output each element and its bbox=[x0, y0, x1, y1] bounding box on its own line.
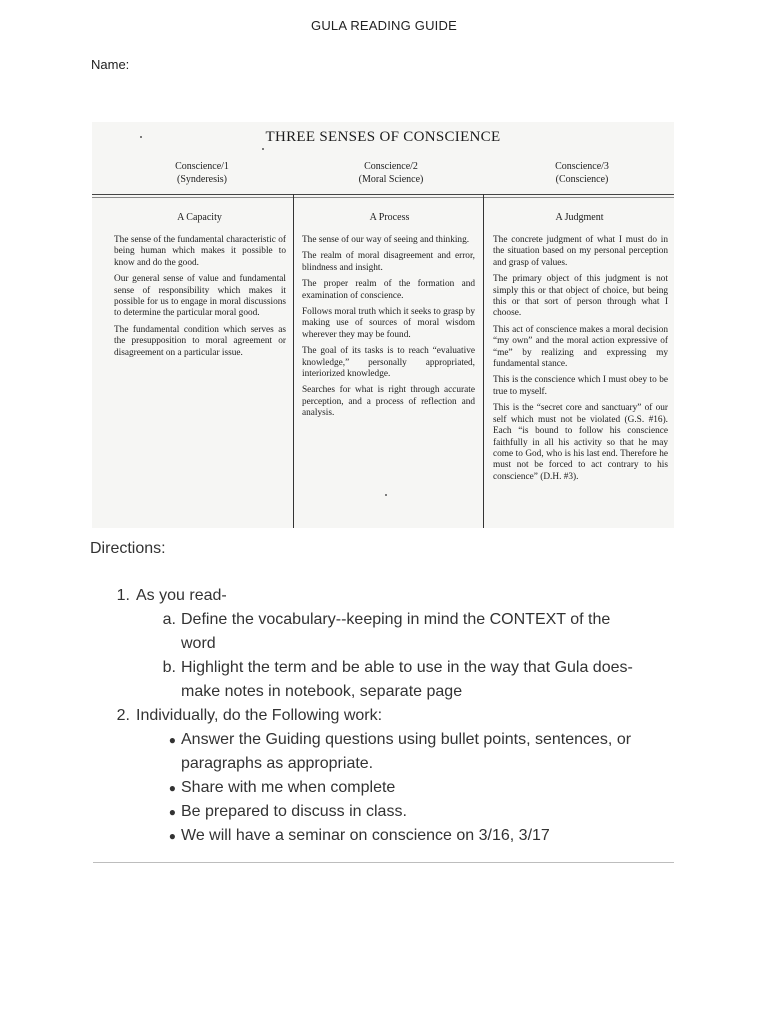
conscience-table-image bbox=[92, 122, 674, 528]
scan-speck bbox=[385, 494, 387, 496]
bullet-icon: ● bbox=[168, 829, 176, 843]
column-body-3 bbox=[493, 235, 668, 488]
page-title: GULA READING GUIDE bbox=[311, 18, 457, 33]
column-2-paragraph: The realm of moral disagreement and error, blindness and insight. bbox=[302, 251, 475, 273]
list-letter: a. bbox=[162, 611, 176, 628]
list-item-text: paragraphs as appropriate. bbox=[181, 755, 374, 772]
header-divider bbox=[92, 194, 674, 195]
list-item-text: make notes in notebook, separate page bbox=[181, 683, 463, 700]
list-item-text: word bbox=[181, 635, 216, 652]
column-body-1 bbox=[114, 235, 286, 364]
name-label: Name: bbox=[91, 57, 130, 72]
column-3-paragraph: This is the conscience which I must obey to be true to myself. bbox=[493, 375, 668, 397]
bullet-icon: ● bbox=[168, 733, 176, 747]
horizontal-rule bbox=[93, 862, 674, 863]
column-3-paragraph: The concrete judgment of what I must do in the situation based on my personal perception and grasp of values. bbox=[493, 235, 668, 268]
header-divider-2 bbox=[92, 197, 674, 198]
list-letter: b. bbox=[162, 659, 176, 676]
column-header-2: Conscience/2 (Moral Science) bbox=[358, 161, 424, 185]
column-subtitle-3: A Judgment bbox=[555, 212, 604, 223]
list-item-text: Individually, do the Following work: bbox=[136, 707, 383, 724]
column-2-paragraph: Searches for what is right through accurate perception, and a process of reflection and analysis. bbox=[302, 385, 475, 419]
list-item-text: Be prepared to discuss in class. bbox=[181, 803, 407, 820]
column-2-paragraph: The proper realm of the formation and examination of conscience. bbox=[302, 279, 475, 301]
list-number: 2. bbox=[116, 707, 130, 724]
list-item-text: Define the vocabulary--keeping in mind the CONTEXT of the bbox=[181, 611, 611, 628]
column-header-3: Conscience/3 (Conscience) bbox=[555, 161, 609, 185]
bullet-icon: ● bbox=[168, 805, 176, 819]
list-item-text: Highlight the term and be able to use in the way that Gula does- bbox=[181, 659, 633, 676]
list-item-text: Answer the Guiding questions using bullet points, sentences, or bbox=[181, 731, 632, 748]
scan-speck bbox=[140, 136, 142, 138]
column-body-2 bbox=[302, 235, 475, 425]
list-item-text: We will have a seminar on conscience on 3/16, 3/17 bbox=[181, 827, 550, 844]
column-header-1: Conscience/1 (Synderesis) bbox=[175, 161, 229, 185]
column-2-paragraph: Follows moral truth which it seeks to grasp by making use of sources of moral wisdom wherever they may be found. bbox=[302, 307, 475, 340]
column-3-paragraph: This is the “secret core and sanctuary” of our self which must not be violated (G.S. #16). Each “is bound to follow his conscience faithfully in all his activity so that he may come to God, who is his last end. Therefore he must not be forced to act contrary to his conscience” (D.H. #3). bbox=[493, 403, 668, 482]
list-item-text: Share with me when complete bbox=[181, 779, 396, 796]
column-2-paragraph: The sense of our way of seeing and thinking. bbox=[302, 235, 470, 245]
list-number: 1. bbox=[116, 587, 130, 604]
scan-speck bbox=[262, 148, 264, 150]
column-divider-2 bbox=[483, 194, 484, 528]
directions-heading: Directions: bbox=[90, 540, 166, 557]
column-subtitle-1: A Capacity bbox=[177, 212, 222, 223]
table-title: THREE SENSES OF CONSCIENCE bbox=[265, 129, 501, 145]
column-1-paragraph: The fundamental condition which serves as the presupposition to moral agreement or disagreement on a particular issue. bbox=[114, 324, 286, 358]
column-1-paragraph: Our general sense of value and fundamental sense of responsibility which makes it possible for us to engage in moral discussions to determine the particular moral good. bbox=[114, 274, 286, 319]
list-item-text: As you read- bbox=[136, 587, 227, 604]
column-subtitle-2: A Process bbox=[369, 212, 410, 223]
column-2-paragraph: The goal of its tasks is to reach “evaluative knowledge,” personally appropriated, interiorized knowledge. bbox=[302, 346, 475, 380]
bullet-icon: ● bbox=[168, 781, 176, 795]
column-divider-1 bbox=[293, 194, 294, 528]
column-3-paragraph: This act of conscience makes a moral decision “my own” and the moral action expressive of “me” by realizing and expressing my fundamental stance. bbox=[493, 324, 668, 370]
column-3-paragraph: The primary object of this judgment is not simply this or that object of choice, but being this or that sort of person through what I choose. bbox=[493, 274, 668, 319]
column-1-paragraph: The sense of the fundamental characteristic of being human which makes it possible to know and do the good. bbox=[114, 235, 286, 268]
